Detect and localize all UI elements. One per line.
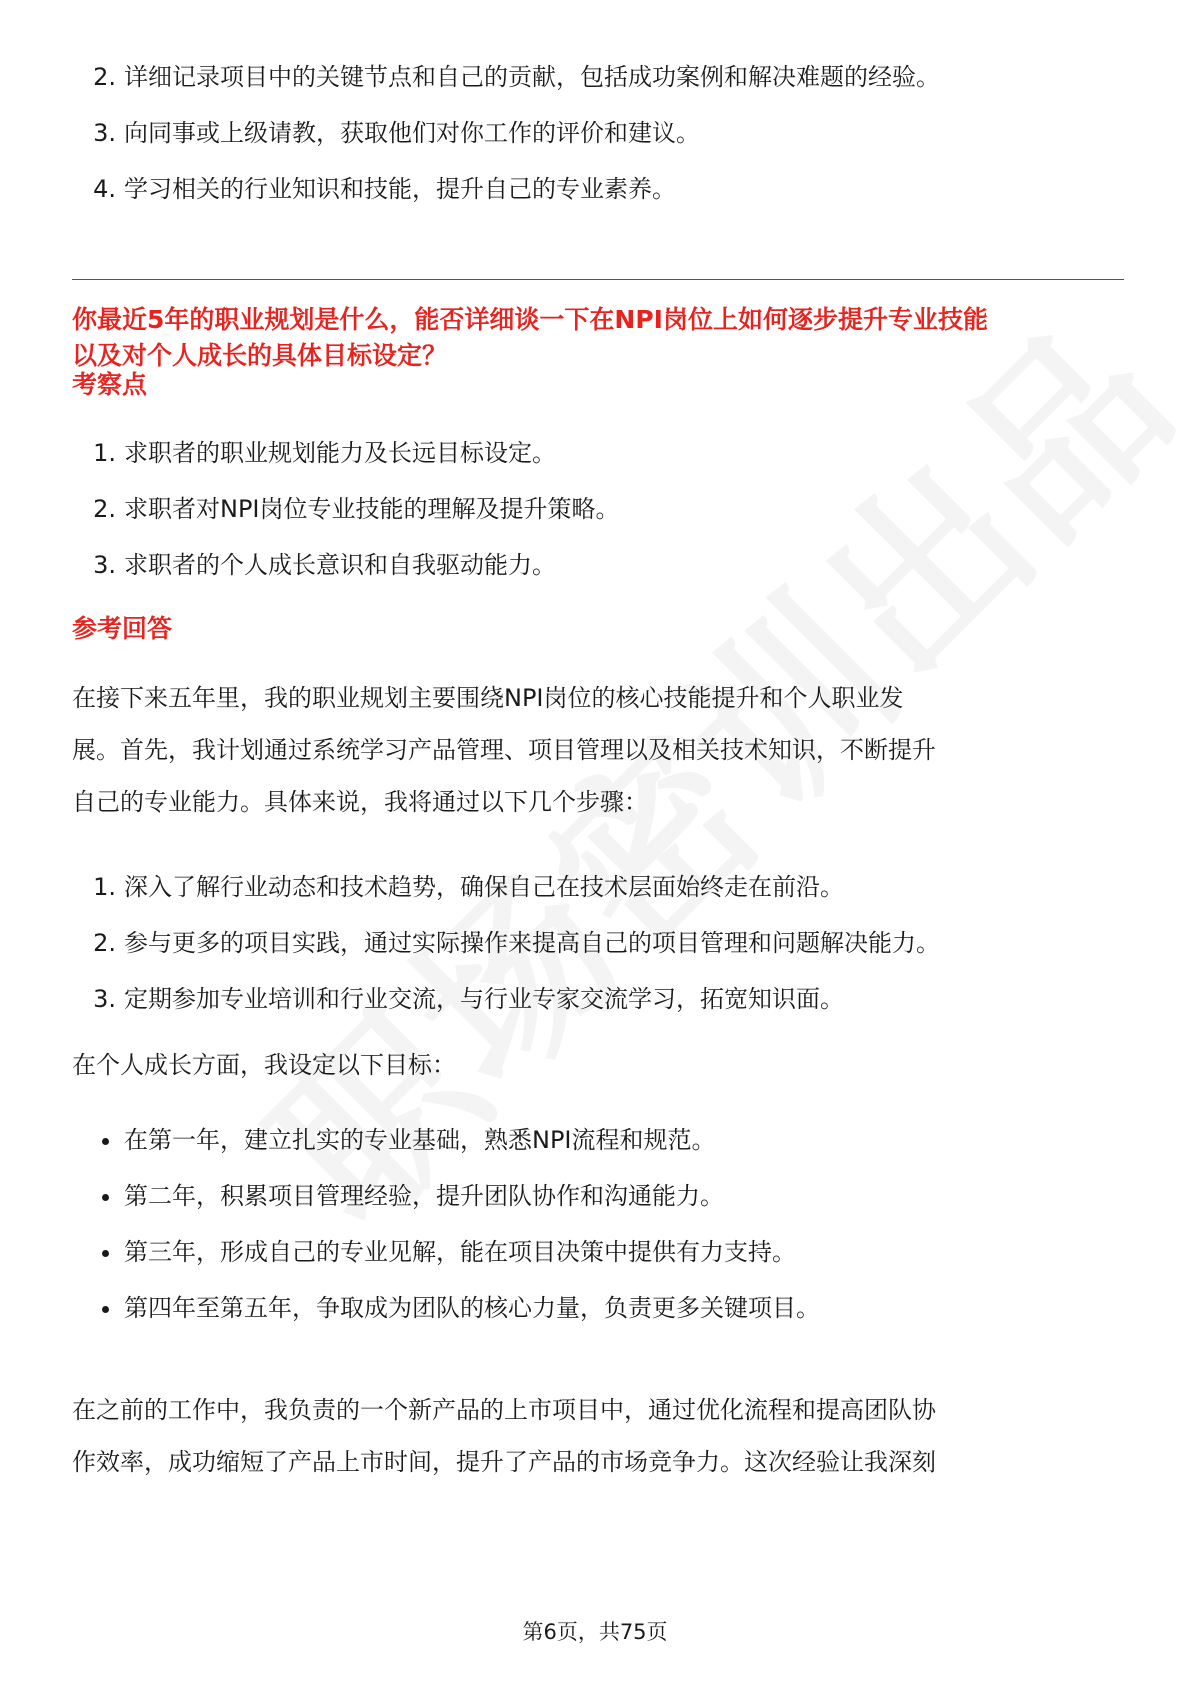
section-divider <box>72 279 1124 280</box>
steps-list <box>72 872 1132 1040</box>
bullet-text: 第二年，积累项目管理经验，提升团队协作和沟通能力。 <box>124 1182 724 1210</box>
goals-list <box>72 1125 1132 1349</box>
list-number: 3. <box>93 985 116 1013</box>
bullet-item <box>72 1237 1132 1293</box>
list-number: 3. <box>93 119 116 147</box>
list-item <box>72 174 1132 230</box>
paragraph-line: 在个人成长方面，我设定以下目标： <box>72 1051 456 1079</box>
list-item <box>72 872 1132 928</box>
question-line: 以及对个人成长的具体目标设定？ <box>72 341 448 370</box>
list-number: 2. <box>93 63 116 91</box>
question-line: 你最近5年的职业规划是什么，能否详细谈一下在NPI岗位上如何逐步提升专业技能 <box>72 305 988 334</box>
bullet-icon <box>102 1306 109 1313</box>
list-item <box>72 494 1132 550</box>
list-text: 深入了解行业动态和技术趋势，确保自己在技术层面始终走在前沿。 <box>124 873 844 901</box>
list-number: 3. <box>93 551 116 579</box>
list-text: 求职者对NPI岗位专业技能的理解及提升策略。 <box>124 495 620 523</box>
bullet-icon <box>102 1250 109 1257</box>
paragraph-line: 在之前的工作中，我负责的一个新产品的上市项目中，通过优化流程和提高团队协 <box>72 1396 936 1424</box>
closing-paragraph <box>72 1384 1124 1488</box>
growth-intro <box>72 1050 1124 1080</box>
list-number: 1. <box>93 439 116 467</box>
list-number: 4. <box>93 175 116 203</box>
list-number: 2. <box>93 495 116 523</box>
list-number: 1. <box>93 873 116 901</box>
list-text: 求职者的职业规划能力及长远目标设定。 <box>124 439 556 467</box>
list-text: 参与更多的项目实践，通过实际操作来提高自己的项目管理和问题解决能力。 <box>124 929 940 957</box>
bullet-item <box>72 1181 1132 1237</box>
paragraph-line: 作效率，成功缩短了产品上市时间，提升了产品的市场竞争力。这次经验让我深刻 <box>72 1448 936 1476</box>
list-text: 向同事或上级请教，获取他们对你工作的评价和建议。 <box>124 119 700 147</box>
list-item <box>72 118 1132 174</box>
list-item <box>72 928 1132 984</box>
bullet-text: 第四年至第五年，争取成为团队的核心力量，负责更多关键项目。 <box>124 1294 820 1322</box>
paragraph-line: 在接下来五年里，我的职业规划主要围绕NPI岗位的核心技能提升和个人职业发 <box>72 684 904 712</box>
bullet-text: 在第一年，建立扎实的专业基础，熟悉NPI流程和规范。 <box>124 1126 716 1154</box>
bullet-text: 第三年，形成自己的专业见解，能在项目决策中提供有力支持。 <box>124 1238 796 1266</box>
list-text: 求职者的个人成长意识和自我驱动能力。 <box>124 551 556 579</box>
answer-intro-paragraph <box>72 672 1124 828</box>
list-text: 学习相关的行业知识和技能，提升自己的专业素养。 <box>124 175 676 203</box>
bullet-icon <box>102 1194 109 1201</box>
page-footer: 第6页，共75页 <box>522 1620 668 1644</box>
bullet-item <box>72 1293 1132 1349</box>
list-number: 2. <box>93 929 116 957</box>
list-text: 详细记录项目中的关键节点和自己的贡献，包括成功案例和解决难题的经验。 <box>124 63 940 91</box>
paragraph-line: 展。首先，我计划通过系统学习产品管理、项目管理以及相关技术知识，不断提升 <box>72 736 936 764</box>
top-ordered-list <box>72 62 1132 230</box>
list-text: 定期参加专业培训和行业交流，与行业专家交流学习，拓宽知识面。 <box>124 985 844 1013</box>
bullet-item <box>72 1125 1132 1181</box>
answer-title: 参考回答 <box>72 614 173 643</box>
list-item <box>72 550 1132 606</box>
paragraph-line: 自己的专业能力。具体来说，我将通过以下几个步骤： <box>72 788 648 816</box>
list-item <box>72 62 1132 118</box>
list-item <box>72 438 1132 494</box>
bullet-icon <box>102 1138 109 1145</box>
points-title: 考察点 <box>72 370 148 399</box>
points-list <box>72 438 1132 606</box>
interview-question <box>72 302 1132 374</box>
list-item <box>72 984 1132 1040</box>
